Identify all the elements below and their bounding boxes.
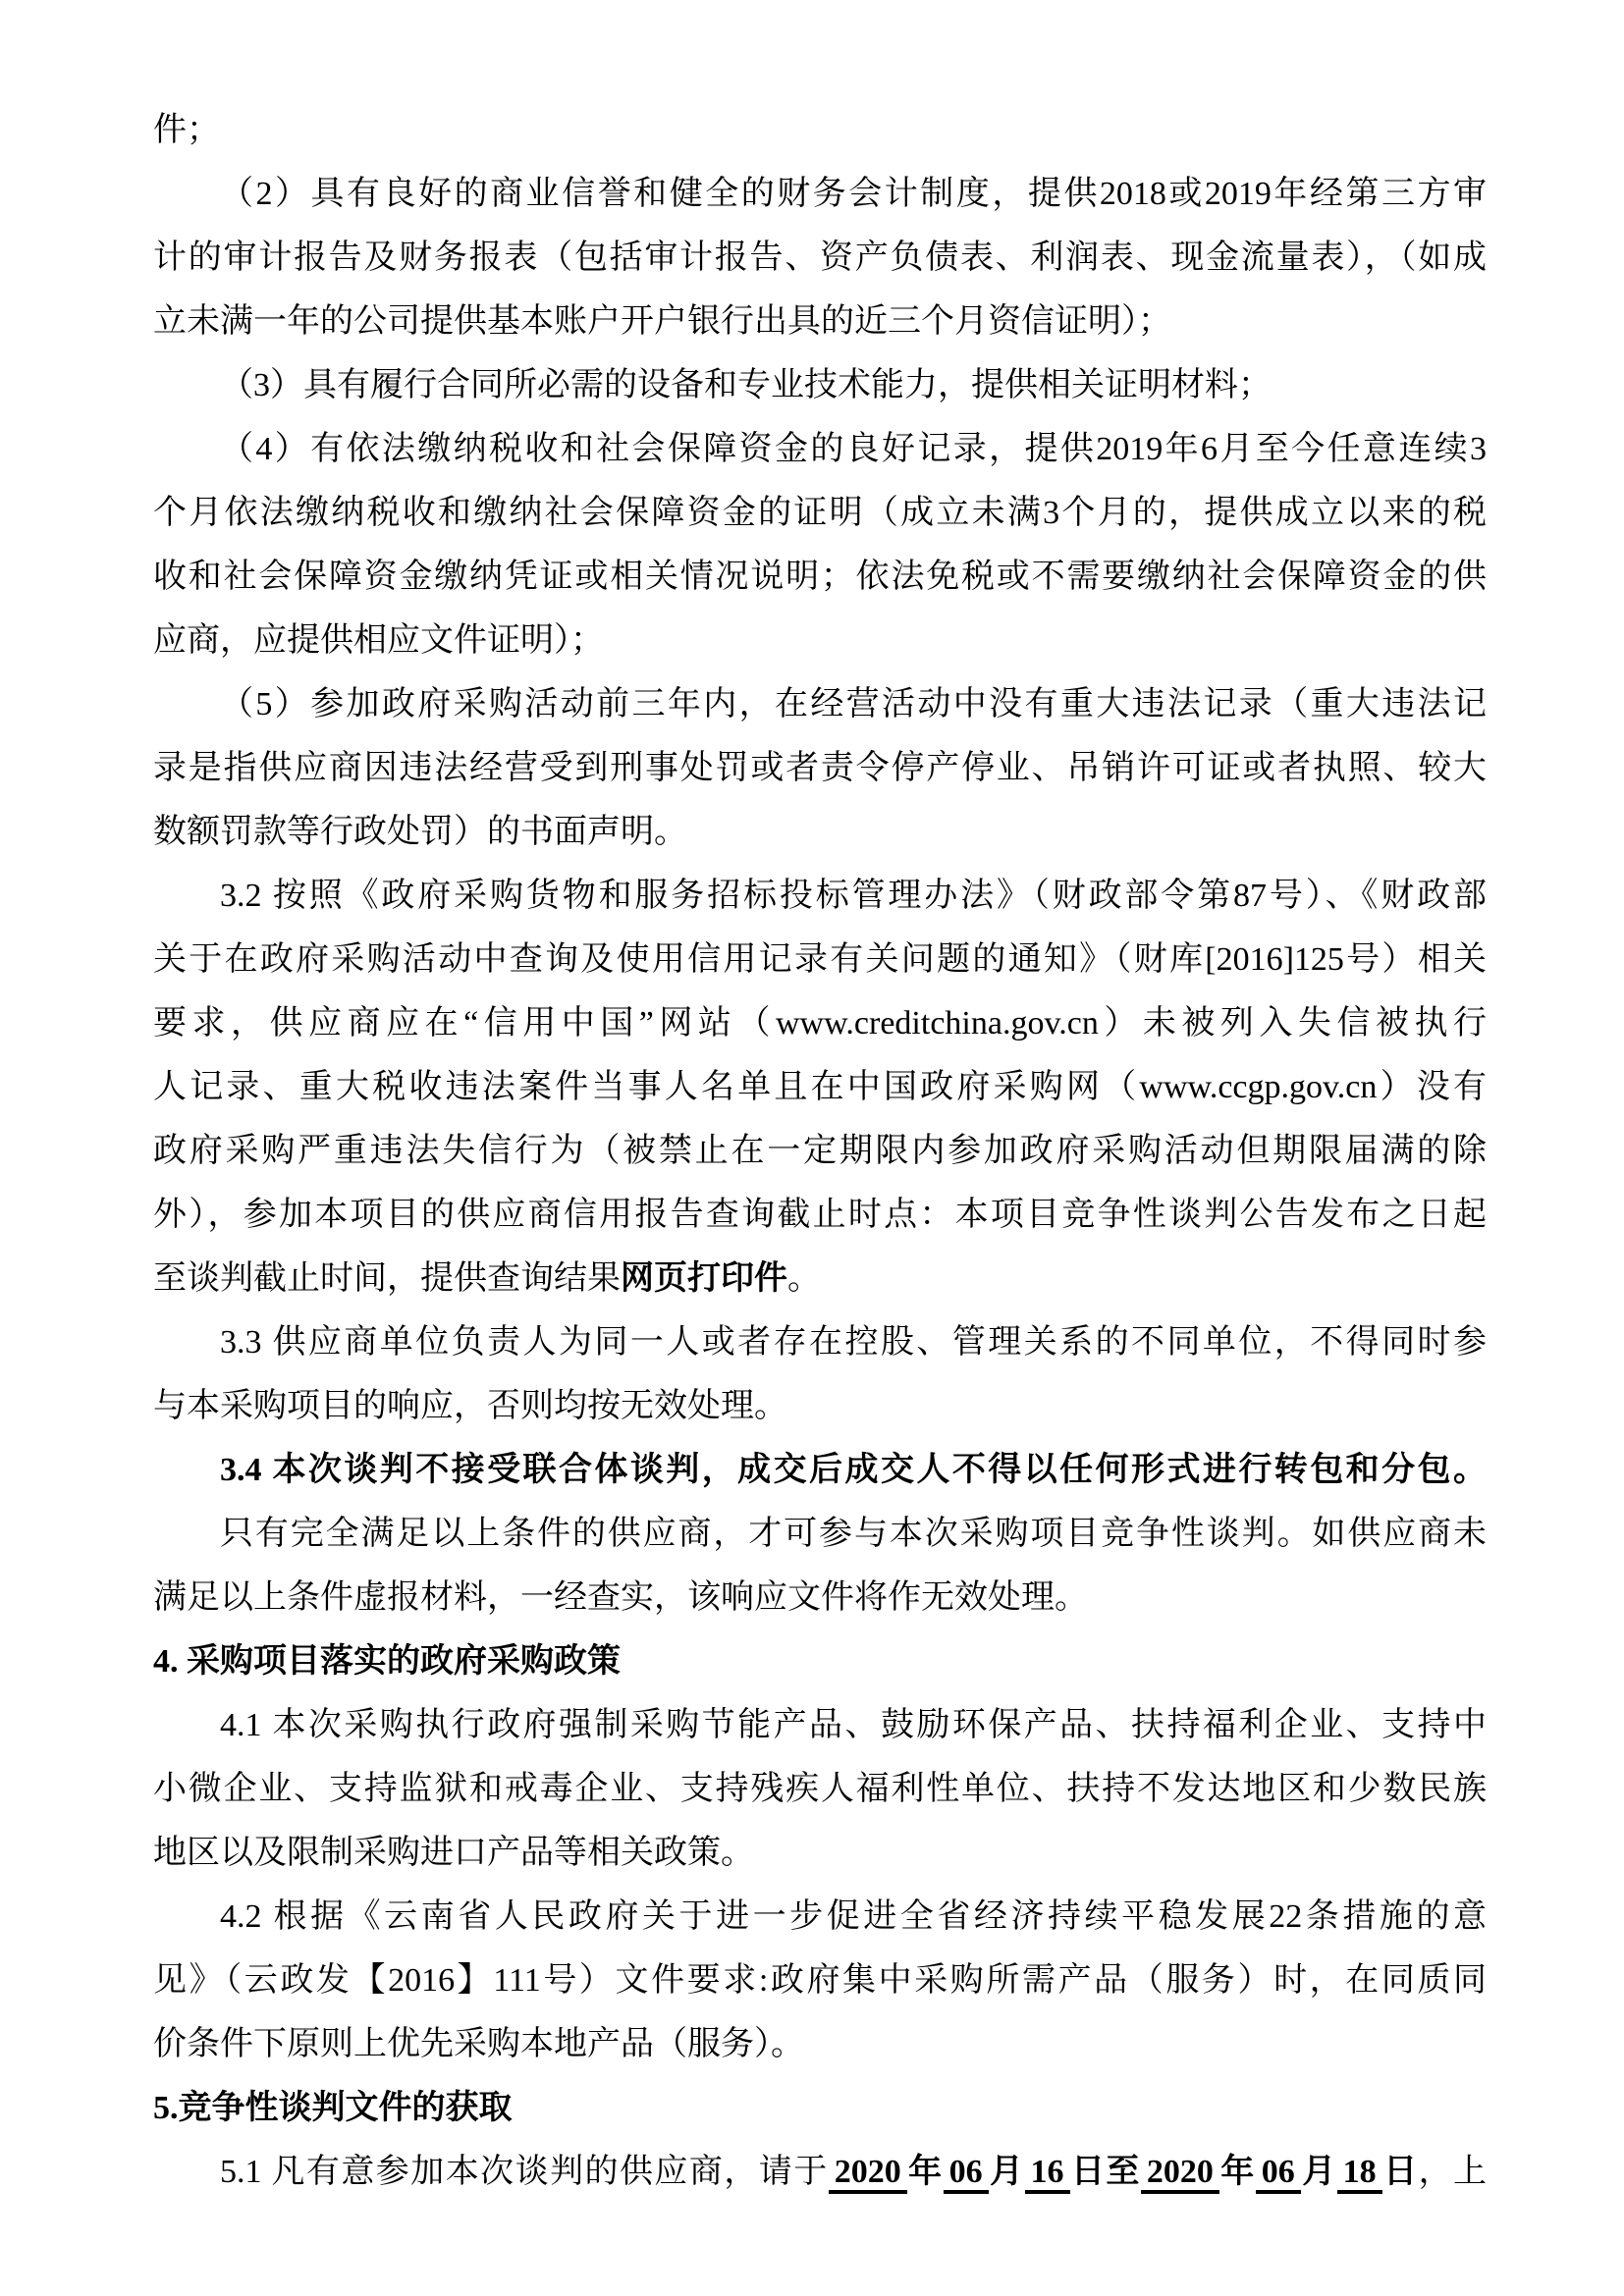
text-line: 政府采购严重违法失信行为（被禁止在一定期限内参加政府采购活动但期限届满的除	[153, 1133, 1487, 1169]
document-body	[153, 98, 1487, 2204]
text-line: 人记录、重大税收违法案件当事人名单且在中国政府采购网（www.ccgp.gov.cn）没有	[153, 1069, 1487, 1105]
text-line: 见》（云政发【2016】111号）文件要求:政府集中采购所需产品（服务）时，在同质同	[153, 1962, 1487, 1999]
text-line: 3.4 本次谈判不接受联合体谈判，成交后成交人不得以任何形式进行转包和分包。	[220, 1452, 1487, 1488]
text-line: 3.3 供应商单位负责人为同一人或者存在控股、管理关系的不同单位，不得同时参	[220, 1324, 1487, 1361]
underlined-date-segment: 18	[1337, 2154, 1382, 2194]
text-line: 收和社会保障资金缴纳凭证或相关情况说明；依法免税或不需要缴纳社会保障资金的供	[153, 559, 1487, 595]
text-line: 外），参加本项目的供应商信用报告查询截止时点：本项目竞争性谈判公告发布之日起	[153, 1197, 1487, 1233]
text-line: 地区以及限制采购进口产品等相关政策。	[153, 1835, 754, 1871]
underlined-date-segment: 06	[1256, 2154, 1301, 2194]
bold-text: 日	[1381, 2154, 1419, 2190]
bold-text: 日	[1069, 2154, 1107, 2190]
text-line: 要求，供应商应在“信用中国”网站（www.creditchina.gov.cn）未被列入失信被执行	[153, 1005, 1487, 1041]
text-line: 应商，应提供相应文件证明）；	[153, 622, 604, 659]
text-line: 个月依法缴纳税收和缴纳社会保障资金的证明（成立未满3个月的，提供成立以来的税	[153, 495, 1487, 531]
text-line: 立未满一年的公司提供基本账户开户银行出具的近三个月资信证明）；	[153, 303, 1171, 340]
text-line: 小微企业、支持监狱和戒毒企业、支持残疾人福利性单位、扶持不发达地区和少数民族	[153, 1771, 1487, 1807]
text-line: （3）具有履行合同所必需的设备和专业技术能力，提供相关证明材料；	[220, 367, 1272, 403]
text-run: 。	[787, 1260, 821, 1297]
text-line	[153, 1247, 1487, 1310]
text-line: 价条件下原则上优先采购本地产品（服务）。	[153, 2026, 804, 2062]
bold-text: 至	[1106, 2154, 1141, 2190]
text-line: 4.2 根据《云南省人民政府关于进一步促进全省经济持续平稳发展22条措施的意	[220, 1898, 1487, 1935]
text-line: 录是指供应商因违法经营受到刑事处罚或者责令停产停业、吊销许可证或者执照、较大	[153, 750, 1487, 786]
text-line: （5）参加政府采购活动前三年内，在经营活动中没有重大违法记录（重大违法记	[220, 686, 1487, 722]
text-run: 至谈判截止时间，提供查询结果	[153, 1260, 621, 1297]
text-line: 3.2 按照《政府采购货物和服务招标投标管理办法》（财政部令第87号）、《财政部	[220, 878, 1487, 914]
text-line: 4.1 本次采购执行政府强制采购节能产品、鼓励环保产品、扶持福利企业、支持中	[220, 1707, 1487, 1743]
bold-text: 月	[988, 2154, 1025, 2190]
text-run: 5.1 凡有意参加本次谈判的供应商，请于	[220, 2154, 829, 2190]
text-line: 数额罚款等行政处罚）的书面声明。	[153, 814, 687, 850]
section-heading: 4. 采购项目落实的政府采购政策	[153, 1643, 621, 1680]
text-line: 关于在政府采购活动中查询及使用信用记录有关问题的通知》（财库[2016]125号）相关	[153, 941, 1487, 978]
text-line: 计的审计报告及财务报表（包括审计报告、资产负债表、利润表、现金流量表），（如成	[153, 240, 1487, 276]
underlined-date-segment: 2020	[829, 2154, 907, 2194]
text-line: 只有完全满足以上条件的供应商，才可参与本次采购项目竞争性谈判。如供应商未	[220, 1516, 1487, 1552]
underlined-date-segment: 2020	[1141, 2154, 1219, 2194]
text-line: 满足以上条件虚报材料，一经查实，该响应文件将作无效处理。	[153, 1579, 1088, 1616]
text-run: ，上	[1418, 2154, 1488, 2190]
text-line	[153, 2140, 1487, 2204]
bold-text: 网页打印件	[621, 1260, 787, 1297]
bold-text: 年	[906, 2154, 944, 2190]
text-line: （4）有依法缴纳税收和社会保障资金的良好记录，提供2019年6月至今任意连续3	[220, 431, 1487, 467]
underlined-date-segment: 06	[944, 2154, 989, 2194]
text-line: （2）具有良好的商业信誉和健全的财务会计制度，提供2018或2019年经第三方审	[220, 176, 1487, 212]
bold-text: 年	[1218, 2154, 1256, 2190]
section-heading: 5.竞争性谈判文件的获取	[153, 2090, 513, 2126]
bold-text: 月	[1300, 2154, 1337, 2190]
text-line: 件；	[153, 112, 220, 148]
text-line: 与本采购项目的响应，否则均按无效处理。	[153, 1388, 787, 1424]
underlined-date-segment: 16	[1025, 2154, 1070, 2194]
